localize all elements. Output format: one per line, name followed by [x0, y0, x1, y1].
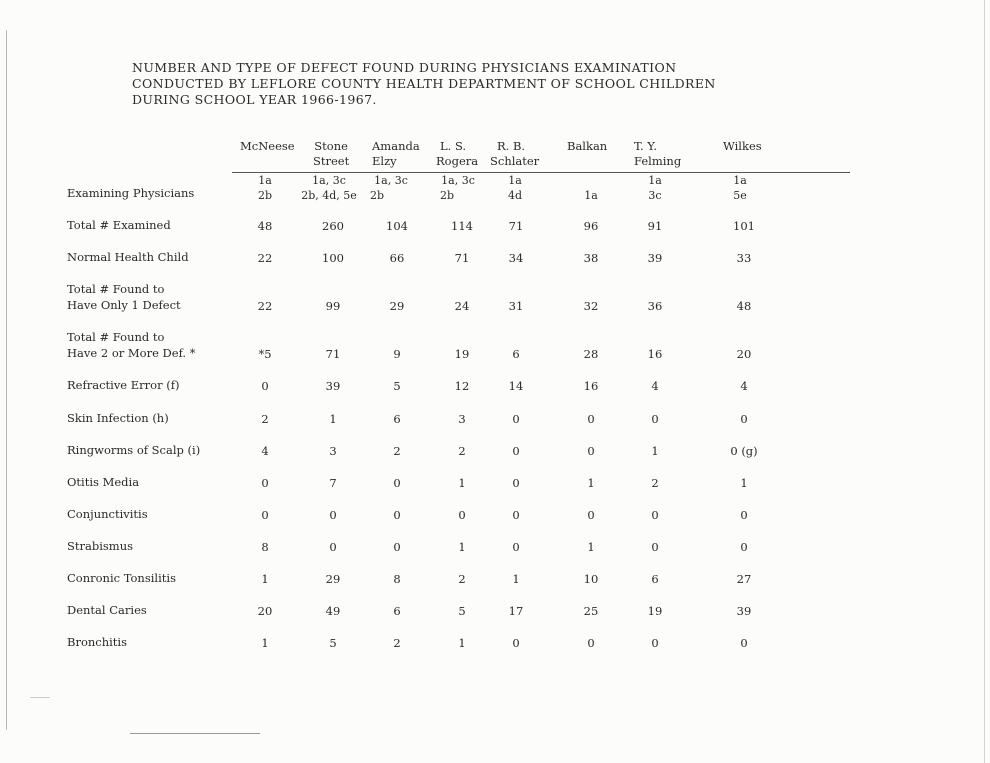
table-cell: 19 [647, 604, 663, 618]
column-header-line1: Amanda [372, 139, 420, 153]
table-cell: 16 [647, 347, 663, 361]
column-header-stone-street [313, 139, 349, 169]
column-header-line2: Street [313, 154, 350, 168]
table-cell: 20 [257, 604, 273, 618]
column-header-line2: Elzy [372, 154, 397, 168]
table-cell: 104 [386, 219, 408, 233]
table-cell: 0 [651, 508, 659, 522]
row-label [67, 249, 189, 265]
table-cell: 48 [736, 299, 752, 313]
row-label-line1: Total # Examined [67, 218, 171, 232]
table-cell: 4 [740, 379, 748, 393]
table-cell: 1 [458, 476, 466, 490]
table-cell: 9 [393, 347, 401, 361]
column-header-wilkes [723, 139, 762, 154]
table-cell: 0 [393, 508, 401, 522]
table-cell: 14 [508, 379, 524, 393]
table-cell: 39 [736, 604, 752, 618]
table-cell: 100 [322, 251, 344, 265]
table-cell: 0 [329, 540, 337, 554]
code-line2: 4d [507, 189, 523, 202]
table-cell: 2 [458, 444, 466, 458]
column-header-balkan [567, 139, 607, 154]
column-header-line1: Wilkes [723, 139, 762, 153]
code-line2: 1a [584, 189, 598, 202]
table-cell: *5 [258, 347, 272, 361]
row-label-line1: Ringworms of Scalp (i) [67, 443, 201, 457]
document-title [132, 60, 716, 108]
table-cell: 0 [587, 508, 595, 522]
row-label [67, 506, 148, 522]
column-header-line1: Balkan [567, 139, 608, 153]
row-label-line1: Otitis Media [67, 475, 140, 489]
table-cell: 1 [261, 636, 269, 650]
physician-codes-wilkes [705, 173, 775, 203]
column-header-line2: Felming [634, 154, 682, 168]
table-cell: 0 [393, 476, 401, 490]
row-label [67, 634, 127, 650]
code-line2: 2b [370, 189, 385, 202]
table-cell: 3 [458, 412, 466, 426]
table-cell: 0 (g) [730, 444, 758, 458]
table-cell: 5 [393, 379, 401, 393]
table-cell: 2 [261, 412, 269, 426]
table-cell: 39 [647, 251, 663, 265]
table-cell: 1 [587, 476, 595, 490]
table-cell: 32 [583, 299, 599, 313]
physician-codes-stone-street [294, 173, 364, 203]
table-cell: 0 [740, 412, 748, 426]
table-cell: 260 [322, 219, 344, 233]
table-cell: 22 [257, 251, 273, 265]
row-label-line2: Have 2 or More Def. * [67, 346, 196, 360]
table-cell: 0 [512, 636, 520, 650]
row-label [67, 281, 181, 313]
table-cell: 31 [508, 299, 524, 313]
table-cell: 71 [454, 251, 470, 265]
row-label-line1: Total # Found to [67, 282, 165, 296]
table-cell: 114 [451, 219, 473, 233]
table-cell: 48 [257, 219, 273, 233]
column-header-line1: R. B. [497, 139, 526, 153]
table-cell: 0 [329, 508, 337, 522]
table-cell: 99 [325, 299, 341, 313]
table-cell: 19 [454, 347, 470, 361]
scan-artifact-line [30, 697, 50, 698]
physician-codes-balkan [556, 173, 626, 203]
row-label-line1: Refractive Error (f) [67, 378, 180, 392]
row-label-line1: Skin Infection (h) [67, 411, 169, 425]
table-cell: 0 [587, 444, 595, 458]
column-header-rb-schlater [490, 139, 540, 169]
table-cell: 0 [458, 508, 466, 522]
table-cell: 6 [512, 347, 520, 361]
table-cell: 49 [325, 604, 341, 618]
title-line-1: NUMBER AND TYPE OF DEFECT FOUND DURING PHYSICIANS EXAMINATION [132, 60, 677, 75]
table-cell: 6 [393, 412, 401, 426]
table-cell: 8 [261, 540, 269, 554]
table-cell: 2 [458, 572, 466, 586]
column-header-line1: T. Y. [634, 139, 658, 153]
code-line1: 1a [733, 174, 747, 187]
table-cell: 33 [736, 251, 752, 265]
physician-codes-rb-schlater [480, 173, 550, 203]
column-header-amanda-elzy [372, 139, 420, 169]
table-cell: 39 [325, 379, 341, 393]
table-cell: 10 [583, 572, 599, 586]
table-cell: 34 [508, 251, 524, 265]
table-cell: 1 [329, 412, 337, 426]
row-label [67, 474, 139, 490]
table-cell: 0 [512, 476, 520, 490]
code-line1: 1a, 3c [374, 174, 408, 187]
table-cell: 0 [740, 540, 748, 554]
table-cell: 0 [651, 540, 659, 554]
title-line-2: CONDUCTED BY LEFLORE COUNTY HEALTH DEPARTMENT OF SCHOOL CHILDREN [132, 76, 716, 91]
row-label-examining-physicians: Examining Physicians [67, 186, 195, 200]
table-cell: 0 [740, 508, 748, 522]
row-label [67, 538, 133, 554]
table-cell: 0 [651, 636, 659, 650]
table-cell: 1 [651, 444, 659, 458]
table-cell: 1 [261, 572, 269, 586]
table-cell: 36 [647, 299, 663, 313]
table-cell: 27 [736, 572, 752, 586]
row-label [67, 377, 179, 393]
table-cell: 1 [458, 540, 466, 554]
table-cell: 22 [257, 299, 273, 313]
table-cell: 4 [651, 379, 659, 393]
table-cell: 0 [512, 540, 520, 554]
table-cell: 0 [587, 412, 595, 426]
table-cell: 7 [329, 476, 337, 490]
table-cell: 0 [261, 476, 269, 490]
column-header-line1: McNeese [240, 139, 295, 153]
physician-codes-mcneese [230, 173, 300, 203]
table-cell: 1 [512, 572, 520, 586]
table-cell: 101 [733, 219, 755, 233]
code-line1 [556, 173, 626, 188]
table-cell: 91 [647, 219, 663, 233]
table-cell: 0 [587, 636, 595, 650]
row-label [67, 329, 195, 361]
code-line1: 1a, 3c [312, 174, 346, 187]
table-cell: 24 [454, 299, 470, 313]
table-cell: 6 [393, 604, 401, 618]
table-cell: 0 [512, 444, 520, 458]
row-label [67, 602, 147, 618]
table-cell: 0 [651, 412, 659, 426]
table-cell: 17 [508, 604, 524, 618]
row-label [67, 410, 169, 426]
table-cell: 29 [325, 572, 341, 586]
table-cell: 4 [261, 444, 269, 458]
row-label-line1: Dental Caries [67, 603, 147, 617]
code-line1: 1a [648, 174, 662, 187]
row-label-line1: Strabismus [67, 539, 134, 553]
row-label-line1: Conjunctivitis [67, 507, 148, 521]
column-header-line2: Schlater [490, 154, 540, 168]
table-cell: 2 [651, 476, 659, 490]
table-cell: 2 [393, 636, 401, 650]
row-label-line2: Have Only 1 Defect [67, 298, 181, 312]
row-label-line1: Normal Health Child [67, 250, 189, 264]
table-cell: 16 [583, 379, 599, 393]
row-label [67, 217, 171, 233]
table-cell: 28 [583, 347, 599, 361]
table-cell: 71 [508, 219, 524, 233]
table-cell: 5 [458, 604, 466, 618]
table-cell: 20 [736, 347, 752, 361]
scan-edge-line [6, 30, 7, 730]
table-cell: 29 [389, 299, 405, 313]
code-line2: 2b [440, 189, 455, 202]
scan-edge-line-right [984, 0, 985, 763]
physician-codes-ty-felming [620, 173, 690, 203]
table-cell: 1 [587, 540, 595, 554]
row-label-line1: Conronic Tonsilitis [67, 571, 176, 585]
table-cell: 38 [583, 251, 599, 265]
table-cell: 0 [261, 379, 269, 393]
table-cell: 0 [740, 636, 748, 650]
row-label-line1: Total # Found to [67, 330, 165, 344]
table-cell: 2 [393, 444, 401, 458]
code-line2: 2b, 4d, 5e [301, 189, 357, 202]
code-line1: 1a, 3c [441, 174, 475, 187]
table-cell: 71 [325, 347, 341, 361]
row-label-line1: Bronchitis [67, 635, 128, 649]
code-line2: 2b [257, 189, 273, 202]
code-line2: 5e [733, 189, 747, 202]
table-cell: 96 [583, 219, 599, 233]
column-header-line1: L. S. [440, 139, 467, 153]
table-cell: 8 [393, 572, 401, 586]
column-header-ls-rogera [436, 139, 479, 169]
table-cell: 0 [261, 508, 269, 522]
physician-codes-amanda-elzy [356, 173, 426, 203]
table-cell: 25 [583, 604, 599, 618]
table-cell: 5 [329, 636, 337, 650]
code-line1: 1a [508, 174, 522, 187]
table-cell: 3 [329, 444, 337, 458]
scan-artifact-line [130, 733, 260, 734]
column-header-ty-felming [634, 139, 681, 169]
code-line2: 3c [648, 189, 662, 202]
table-cell: 1 [740, 476, 748, 490]
column-header-line2: Rogera [436, 154, 479, 168]
column-header-mcneese [240, 139, 295, 154]
table-cell: 12 [454, 379, 470, 393]
table-cell: 1 [458, 636, 466, 650]
table-cell: 6 [651, 572, 659, 586]
table-cell: 0 [512, 508, 520, 522]
title-line-3: DURING SCHOOL YEAR 1966-1967. [132, 92, 377, 107]
table-cell: 66 [389, 251, 405, 265]
table-cell: 0 [393, 540, 401, 554]
code-line1: 1a [258, 174, 272, 187]
column-header-line1: Stone [314, 139, 348, 153]
table-cell: 0 [512, 412, 520, 426]
row-label [67, 570, 176, 586]
row-label [67, 442, 200, 458]
